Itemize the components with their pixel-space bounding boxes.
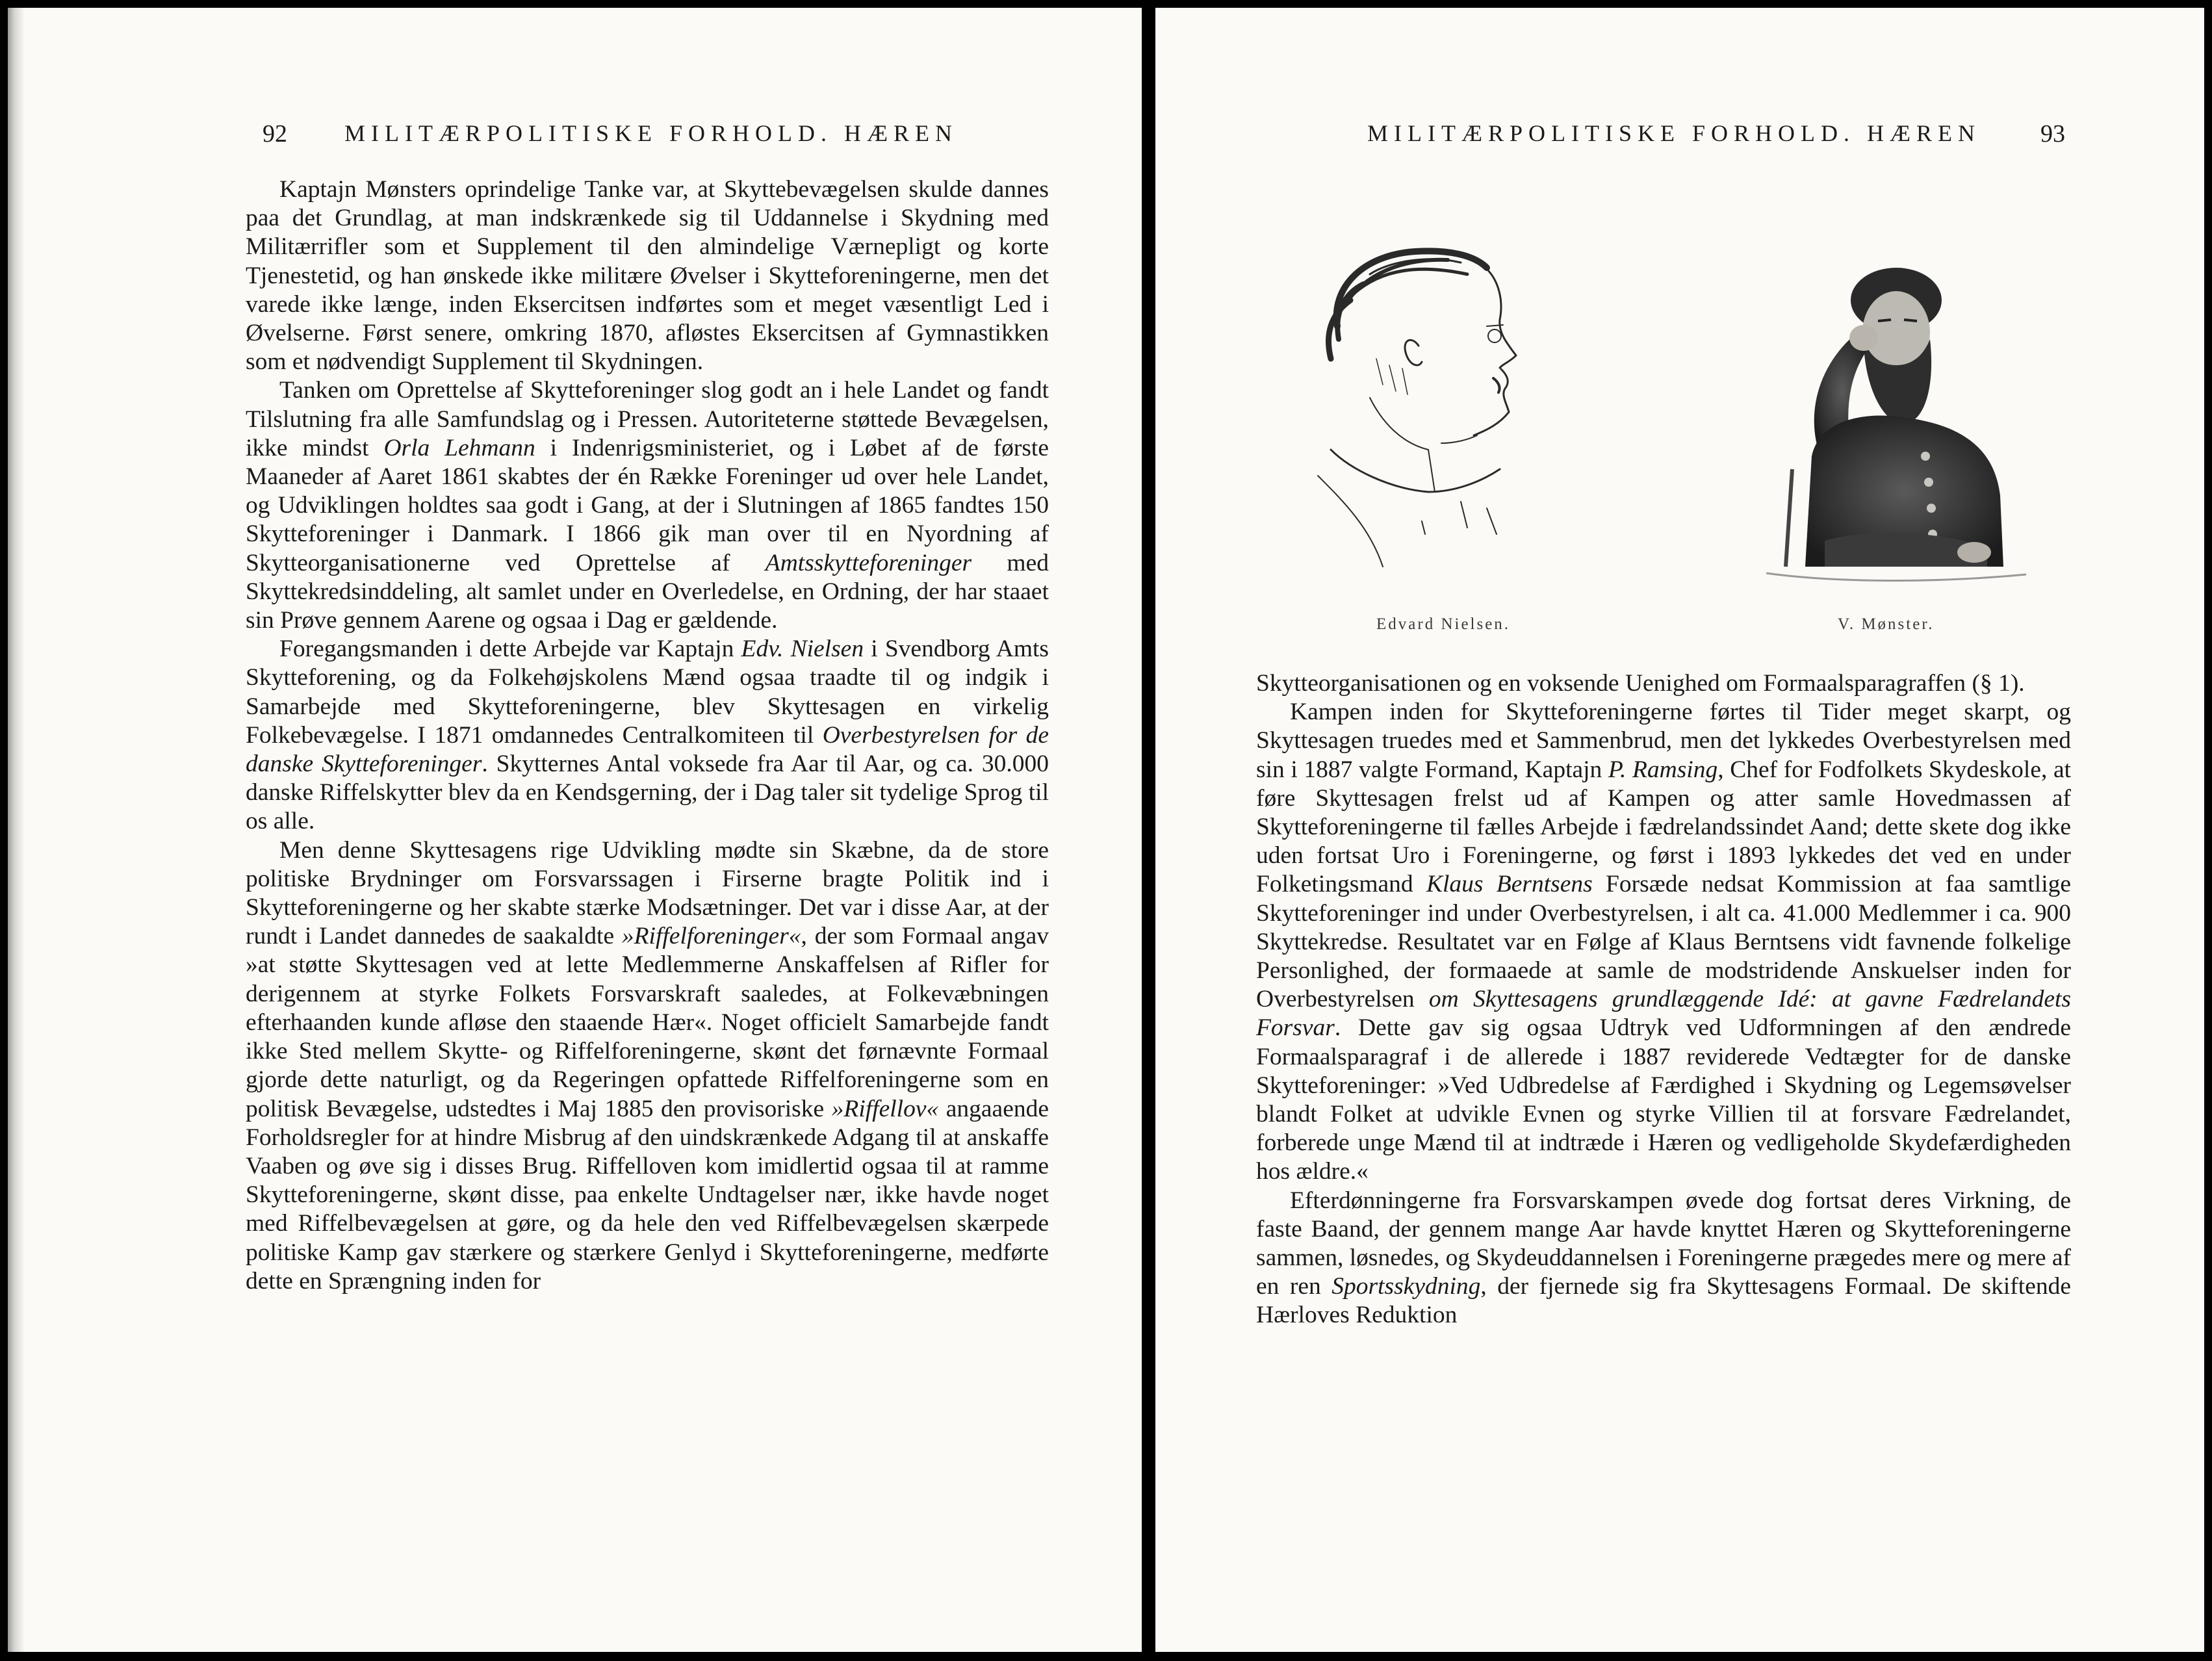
italic-text: Edv. Nielsen: [741, 636, 864, 663]
text: . Dette gav sig ogsaa Udtryk ved Udformningen af den ændrede Formaalsparagraf i de allerede i 1887 reviderede Vedtægter for de danske Skytteforeninger: »Ved Udbredelse af Færdighed i Skydning og Legemsøvelser blandt Folket at udvikle Evnen og styrke Villien til at forsvare Fædrelandet, forberede unge Mænd til at indtræde i Hæren og vedligeholde Skydefærdigheden hos ældre.«: [1256, 1014, 2071, 1185]
italic-text: Klaus Berntsens: [1426, 871, 1593, 898]
paragraph: [1256, 698, 2071, 1186]
italic-text: Overbestyrelsen for de danske Skytteforeninger: [246, 721, 1049, 778]
text: Efterdønningerne fra Forsvarskampen øvede dog fortsat deres Virkning, de faste Baand, der gennem mange Aar havde knyttet Hæren og Skytteforeningerne sammen, løsnedes, og Skydeuddannelsen i Foreningerne prægedes mere og mere af en ren: [1256, 1187, 2071, 1300]
body-text: [246, 175, 1049, 1296]
paragraph: [246, 836, 1049, 1296]
running-header: MILITÆRPOLITISKE FORHOLD. HÆREN: [1367, 120, 1981, 146]
italic-text: P. Ramsing: [1608, 756, 1718, 783]
text: Skytteorganisationen og en voksende Uenighed om Formaalsparagraffen (§ 1).: [1256, 670, 2025, 697]
text: angaaende Forholdsregler for at hindre Misbrug af den uindskrænkede Adgang til at anskaffe Vaaben og øve sig i disses Brug. Riffelloven kom imidlertid ogsaa til at ramme Skytteforeningerne, skønt disse, paa enkelte Undtagelser nær, ikke havde noget med Riffelbevægelsen at gøre, og da hele den ved Riffelbevægelsen skærpede politiske Kamp gav stærkere og stærkere Genlyd i Skytteforeningerne, medførte dette en Sprængning inden for: [246, 1095, 1049, 1294]
italic-text: Amtsskytteforeninger: [765, 549, 972, 576]
text: . Skytternes Antal voksede fra Aar til Aar, og ca. 30.000 danske Riffelskytter blev da en Kendsgerning, der i Dag taler sit tydelige Sprog til os alle.: [246, 751, 1049, 835]
left-page: [8, 8, 1142, 1652]
italic-text: om Skyttesagens grundlæggende Idé: at gavne Fædrelandets Forsvar: [1256, 986, 2071, 1042]
paragraph: [246, 376, 1049, 635]
text: Kaptajn Mønsters oprindelige Tanke var, at Skyttebevægelsen skulde dannes paa det Grundlag, at man indskrænkede sig til Uddannelse i Skydning med Militærrifler som et Supplement til den almindelige Værnepligt og korte Tjenestetid, og han ønskede ikke militære Øvelser i Skytteforeningerne, men det varede ikke længe, inden Eksercitsen indførtes som et meget væsentligt Led i Øvelserne. Først senere, omkring 1870, afløstes Eksercitsen af Gymnastikken som et nødvendigt Supplement til Skydningen.: [246, 176, 1049, 376]
italic-text: »Riffellov«: [831, 1095, 939, 1122]
page-number: 93: [2040, 120, 2065, 148]
text: , Chef for Fodfolkets Skydeskole, at føre Skyttesagen frelst ud af Kampen og atter samle Hovedmassen af Skytteforeningerne til fælles Arbejde i fædrelandssindet Aand; dette skete dog ikke uden fortsat Uro i Foreningerne, og først i 1893 lykkedes det ved en under Folketingsmand: [1256, 756, 2072, 898]
text: , der fjernede sig fra Skyttesagens Formaal. De skiftende Hærloves Reduktion: [1256, 1273, 2072, 1329]
paragraph: [246, 635, 1049, 836]
portrait-v-monster: [1740, 261, 2039, 599]
text: Foregangsmanden i dette Arbejde var Kaptajn: [279, 636, 741, 663]
right-page: [1155, 8, 2204, 1652]
portrait-edvard-nielsen: [1292, 229, 1565, 606]
page-number: 92: [263, 120, 287, 148]
text: Kampen inden for Skytteforeningerne førtes til Tider meget skarpt, og Skyttesagen truedes med et Sammenbrud, men det lykkedes Overbestyrelsen med sin i 1887 valgte Formand, Kaptajn: [1256, 699, 2071, 783]
portrait-caption: V. Mønster.: [1838, 615, 1935, 633]
portrait-caption: Edvard Nielsen.: [1376, 615, 1511, 633]
text: Tanken om Oprettelse af Skytteforeninger slog godt an i hele Landet og fandt Tilslutning fra alle Samfundslag og i Pressen. Autoriteterne støttede Bevægelsen, ikke mindst: [246, 377, 1049, 461]
paragraph: [1256, 1187, 2071, 1330]
italic-text: »Riffelforeninger«: [621, 923, 801, 950]
text: med Skyttekredsinddeling, alt samlet under en Overledelse, en Ordning, der har staaet sin Prøve gennem Aarene og ogsaa i Dag er gældende.: [246, 549, 1049, 634]
text: i Indenrigsministeriet, og i Løbet af de første Maaneder af Aaret 1861 skabtes der én Række Foreninger ud over hele Landet, og Udviklingen holdtes saa godt i Gang, at der i Slutningen af 1865 fandtes 150 Skytteforeninger i Danmark. I 1866 gik man over til en Nyordning af Skytteorganisationerne ved Oprettelse af: [246, 434, 1049, 576]
italic-text: Sportsskydning: [1331, 1273, 1481, 1300]
italic-text: Orla Lehmann: [383, 434, 535, 461]
text: i Svendborg Amts Skytteforening, og da Folkehøjskolens Mænd ogsaa traadte til og indgik i Samarbejde med Skytteforeningerne, blev Skyttesagen en virkelig Folkebevægelse. I 1871 omdannedes Centralkomiteen til: [246, 636, 1049, 749]
text: Forsæde nedsat Kommission at faa samtlige Skytteforeninger ind under Overbestyrelsen, i alt ca. 41.000 Medlemmer i ca. 900 Skyttekredse. Resultatet var en Følge af Klaus Berntsens vidt favnende folkelige Personlighed, der formaaede at samle de modstridende Anskuelser inden for Overbestyrelsen: [1256, 871, 2072, 1013]
paragraph: [246, 175, 1049, 376]
body-text: [1256, 669, 2071, 1330]
running-header: MILITÆRPOLITISKE FORHOLD. HÆREN: [344, 120, 958, 146]
photo-portrait-image: [1740, 261, 2039, 599]
text: Men denne Skyttesagens rige Udvikling mødte sin Skæbne, da de store politiske Brydninger om Forsvarssagen i Firserne bragte Politik ind i Skytteforeningerne og her skabte stærke Modsætninger. Det var i disse Aar, at der rundt i Landet dannedes de saakaldte: [246, 836, 1049, 950]
paragraph: [1256, 669, 2071, 698]
text: , der som Formaal angav »at støtte Skyttesagen ved at lette Medlemmerne Anskaffelsen af Rifler for derigennem at styrke Folkets Forsvarskraft saaledes, at Folkevæbningen efterhaanden kunde afløse den staaende Hær«. Noget officielt Samarbejde fandt ikke Sted mellem Skytte- og Riffelforeningerne, skønt det førnævnte Formaal gjorde dette naturligt, og da Regeringen opfattede Riffelforeningerne som en politisk Bevægelse, udstedtes i Maj 1885 den provisoriske: [246, 923, 1049, 1122]
sketch-portrait-image: [1292, 229, 1565, 606]
